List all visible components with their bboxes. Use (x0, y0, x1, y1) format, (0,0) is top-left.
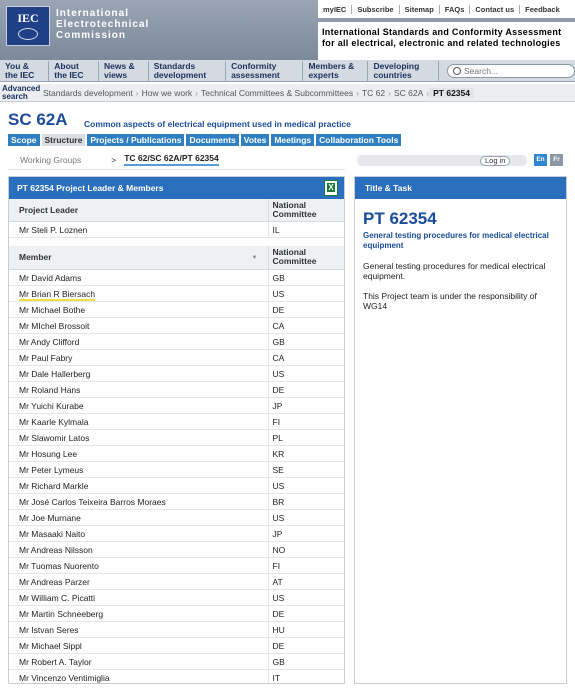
table-row (9, 670, 344, 685)
crumb-tc62[interactable]: TC 62 (361, 87, 386, 98)
crumb-sc62a[interactable]: SC 62A (393, 87, 424, 98)
tagline: International Standards and Conformity Assessment for all electrical, electronic and related technologies (318, 22, 575, 60)
search-input[interactable] (464, 66, 574, 76)
main-nav (0, 60, 575, 82)
logo-text: IEC (17, 11, 39, 25)
member-nc: AT (268, 574, 344, 590)
member-nc: IT (268, 670, 344, 685)
member-nc: FI (268, 558, 344, 574)
table-row (9, 286, 344, 302)
member-name[interactable] (9, 334, 268, 350)
member-name-text: Mr Michael Sippl (19, 640, 82, 651)
member-name-text: Mr Andreas Parzer (19, 576, 90, 587)
member-nc: DE (268, 382, 344, 398)
excel-export-icon[interactable] (324, 180, 338, 196)
members-table (9, 199, 344, 684)
advanced-search-link[interactable]: Advanced search (2, 83, 41, 101)
page-title: SC 62A (8, 110, 68, 129)
member-name-text: Mr Martin Schneeberg (19, 608, 104, 619)
member-name-text: Mr MIchel Brossoit (19, 320, 90, 331)
members-panel-header (9, 177, 344, 199)
project-responsibility: This Project team is under the responsibility of WG14 (363, 291, 537, 311)
member-name[interactable] (9, 622, 268, 638)
search-box (447, 64, 575, 78)
member-nc: US (268, 590, 344, 606)
member-nc: DE (268, 606, 344, 622)
breadcrumb (40, 88, 474, 98)
table-row (9, 606, 344, 622)
member-name-text: Mr William C. Picatti (19, 592, 96, 603)
members-panel-title: PT 62354 Project Leader & Members (17, 183, 164, 193)
member-name-text: Mr Robert A. Taylor (19, 656, 92, 667)
member-name-text: Mr Tuomas Nuorento (19, 560, 99, 571)
site-header (0, 0, 575, 60)
iec-logo[interactable] (6, 6, 50, 46)
feedback-link[interactable]: Feedback (525, 4, 560, 14)
sub-breadcrumb (8, 150, 345, 170)
table-row (9, 302, 344, 318)
member-name[interactable] (9, 270, 268, 286)
table-row (9, 446, 344, 462)
member-name[interactable] (9, 670, 268, 685)
sort-icon[interactable]: ▼ (251, 255, 258, 262)
member-name-text: Mr Hosung Lee (19, 448, 78, 459)
member-name-text: Mr Kaarle Kylmala (19, 416, 89, 427)
table-row (9, 654, 344, 670)
table-row (9, 494, 344, 510)
member-name-text: Mr Joe Murnane (19, 512, 81, 523)
table-row (9, 622, 344, 638)
member-nc: DE (268, 638, 344, 654)
member-name[interactable] (9, 462, 268, 478)
tab-structure[interactable]: Structure (42, 134, 86, 146)
member-name-text: Mr Peter Lymeus (19, 464, 84, 475)
member-nc: DE (268, 302, 344, 318)
crumb-current: PT 62354 (429, 88, 474, 98)
table-row (9, 398, 344, 414)
tab-collaboration[interactable]: Collaboration Tools (316, 134, 401, 146)
members-body (9, 270, 344, 685)
member-name[interactable] (9, 526, 268, 542)
utility-links (318, 0, 575, 18)
org-name: International Electrotechnical Commission (56, 8, 150, 41)
member-nc: CA (268, 350, 344, 366)
myiec-link[interactable]: myIEC (318, 5, 352, 14)
table-row (9, 270, 344, 286)
member-name[interactable] (9, 414, 268, 430)
member-nc: KR (268, 446, 344, 462)
crumb-technical-committees[interactable]: Technical Committees & Subcommittees (201, 87, 354, 98)
member-name-text: Mr David Adams (19, 272, 82, 283)
tab-scope[interactable]: Scope (8, 134, 40, 146)
member-name[interactable] (9, 430, 268, 446)
member-name[interactable] (9, 350, 268, 366)
nc-column-header-members: National Committee (268, 246, 344, 270)
table-row (9, 478, 344, 494)
leader-column-header: Project Leader (9, 199, 268, 222)
member-nc: JP (268, 526, 344, 542)
member-nc: GB (268, 270, 344, 286)
subscribe-link[interactable]: Subscribe (352, 5, 399, 14)
table-row (9, 430, 344, 446)
sitemap-link[interactable]: Sitemap (400, 5, 440, 14)
lang-fr-button[interactable]: Fr (550, 154, 563, 166)
member-name-text: Mr Andy Clifford (19, 336, 80, 347)
member-name[interactable] (9, 366, 268, 382)
nav-standards[interactable]: Standards development (149, 61, 226, 81)
member-name-text: Mr Michael Bothe (19, 304, 86, 315)
member-name[interactable] (9, 606, 268, 622)
nav-conformity[interactable]: Conformity assessment (226, 61, 303, 81)
table-row (9, 382, 344, 398)
member-name-text: Mr Paul Fabry (19, 352, 73, 363)
member-nc: FI (268, 414, 344, 430)
member-name-text: Mr Brian R Biersach (19, 288, 96, 299)
member-name[interactable] (9, 382, 268, 398)
member-name-text: Mr Dale Hallerberg (19, 368, 91, 379)
member-name[interactable] (9, 398, 268, 414)
table-row (9, 318, 344, 334)
leader-nc: IL (268, 222, 344, 238)
project-subtitle: General testing procedures for medical electrical equipment (363, 231, 549, 250)
member-name[interactable] (9, 478, 268, 494)
table-row (9, 574, 344, 590)
table-row (9, 638, 344, 654)
member-column-header[interactable] (9, 246, 268, 270)
crumb-separator: › (195, 87, 199, 98)
member-nc: PL (268, 430, 344, 446)
committee-tabs (8, 134, 401, 146)
contact-link[interactable]: Contact us (470, 5, 520, 14)
member-nc: GB (268, 334, 344, 350)
member-name-text: Mr Istvan Seres (19, 624, 79, 635)
crumb-separator: › (135, 87, 139, 98)
table-row (9, 414, 344, 430)
nc-column-header: National Committee (268, 199, 344, 222)
member-nc: NO (268, 542, 344, 558)
table-row (9, 350, 344, 366)
table-row (9, 510, 344, 526)
member-nc: GB (268, 654, 344, 670)
member-nc: US (268, 366, 344, 382)
member-name[interactable] (9, 654, 268, 670)
title-task-header: Title & Task (355, 177, 566, 199)
member-nc: BR (268, 494, 344, 510)
tab-meetings[interactable]: Meetings (271, 134, 314, 146)
nav-developing[interactable]: Developing countries (368, 61, 439, 81)
member-header-label: Member (19, 252, 52, 263)
member-name-text: Mr Andreas Nilsson (19, 544, 93, 555)
member-name-text: Mr Roland Hans (19, 384, 81, 395)
nav-news[interactable]: News & views (99, 61, 149, 81)
working-groups-link[interactable]: Working Groups (20, 154, 82, 165)
member-name[interactable] (9, 558, 268, 574)
member-name[interactable] (9, 510, 268, 526)
table-row (9, 334, 344, 350)
table-row (9, 462, 344, 478)
member-name[interactable] (9, 302, 268, 318)
nav-members[interactable]: Members & experts (303, 61, 368, 81)
crumb-how-we-work[interactable]: How we work (141, 87, 193, 98)
member-name[interactable] (9, 574, 268, 590)
crumb-separator: › (426, 87, 430, 98)
member-name[interactable] (9, 638, 268, 654)
table-row (9, 558, 344, 574)
member-name[interactable] (9, 446, 268, 462)
member-nc: US (268, 286, 344, 302)
member-name[interactable] (9, 542, 268, 558)
crumb-standards[interactable]: Standards development (43, 87, 133, 98)
sub-current: TC 62/SC 62A/PT 62354 (124, 153, 219, 166)
breadcrumb-row (0, 84, 575, 102)
member-nc: US (268, 478, 344, 494)
nav-about[interactable]: About the IEC (49, 61, 99, 81)
leader-row (9, 222, 344, 238)
leader-name: Mr Steli P. Loznen (9, 222, 268, 238)
member-header-row (9, 246, 344, 270)
member-name-text: Mr Masaaki Naito (19, 528, 86, 539)
table-row (9, 590, 344, 606)
member-name-text: Mr Richard Markle (19, 480, 89, 491)
member-nc: US (268, 510, 344, 526)
tab-documents[interactable]: Documents (186, 134, 238, 146)
member-name[interactable] (9, 590, 268, 606)
member-nc: SE (268, 462, 344, 478)
globe-icon (18, 28, 38, 40)
page-subtitle: Common aspects of electrical equipment used in medical practice (84, 119, 351, 129)
member-nc: CA (268, 318, 344, 334)
table-row (9, 542, 344, 558)
search-icon[interactable] (453, 67, 461, 75)
member-name-text: Mr José Carlos Teixeira Barros Moraes (19, 496, 166, 507)
crumb-separator: › (356, 87, 359, 98)
member-name-text: Mr Vincenzo Ventimiglia (19, 672, 110, 683)
member-name-text: Mr Slawomir Latos (19, 432, 90, 443)
title-task-panel (354, 176, 567, 684)
member-name-text: Mr Yuichi Kurabe (19, 400, 84, 411)
table-spacer (9, 238, 344, 246)
table-row (9, 366, 344, 382)
leader-header-row (9, 199, 344, 222)
login-button[interactable]: Log in (480, 156, 510, 166)
member-nc: HU (268, 622, 344, 638)
project-description: General testing procedures for medical electrical equipment. (363, 261, 546, 281)
crumb-separator: › (388, 87, 391, 98)
member-name[interactable] (9, 494, 268, 510)
member-name[interactable] (9, 286, 268, 302)
member-name[interactable] (9, 318, 268, 334)
project-title: PT 62354 (363, 209, 437, 228)
member-nc: JP (268, 398, 344, 414)
members-panel (8, 176, 345, 684)
tab-votes[interactable]: Votes (241, 134, 270, 146)
title-task-body (355, 199, 566, 319)
tab-projects[interactable]: Projects / Publications (87, 134, 184, 146)
sub-separator: > (111, 154, 117, 165)
lang-en-button[interactable]: En (534, 154, 547, 166)
nav-you-and-iec[interactable]: You & the IEC (0, 61, 49, 81)
faqs-link[interactable]: FAQs (440, 5, 471, 14)
table-row (9, 526, 344, 542)
